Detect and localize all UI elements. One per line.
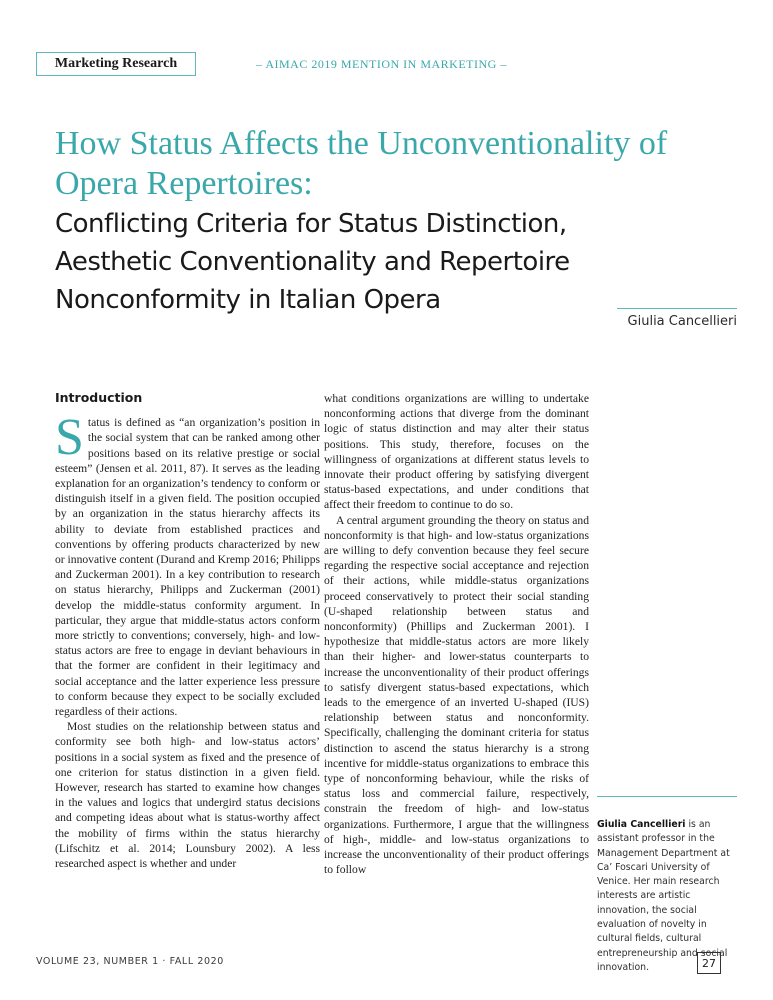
paragraph-text: tatus is defined as “an organization’s position in the social system that can be ranked among other positions based on its relative prestige or social esteem” (Jensen et al. 2011, 87). It serves as the leading explanation for an organization’s tendency to conform or distinguish itself in a given field. The position occupied by an organization in the status hierarchy affects its ability to deviate from established practices and conventions by offering products characterized by new or innovative content (Durand and Kremp 2016; Philipps and Zuckerman 2001). In a key contribution to research on status hierarchy, Philipps and Zuckerman (2001) develop the middle-status conformity argument. In particular, they argue that middle-status actors conform more strictly to conventions; conversely, high- and low-status actors are free to engage in deviant behaviours in that the former are confident in their legitimacy and social acceptance and the latter experience less pressure to conform because they expect to be socially excluded regardless of their actions. xyxy=(55,416,320,719)
section-label: Marketing Research xyxy=(36,52,196,76)
section-heading: Introduction xyxy=(55,390,143,405)
author-byline: Giulia Cancellieri xyxy=(627,314,737,329)
paragraph: what conditions organizations are willing to undertake nonconforming actions that diverge from the dominant logic of status distinction and may alter their status positions. This study, therefore, focuses on the willingness of organizations at different status levels to innovate their product offering by satisfying divergent status-based expectations, and under conditions that affect their freedom to continue to do so. xyxy=(324,392,589,512)
paragraph xyxy=(55,409,320,719)
article-subtitle: Conflicting Criteria for Status Distinction, Aesthetic Conventionality and Repertoire Nonconformity in Italian Opera xyxy=(55,209,570,315)
bio-divider xyxy=(597,796,737,797)
left-column xyxy=(55,390,320,871)
author-divider xyxy=(617,308,737,309)
paragraph: A central argument grounding the theory on status and nonconformity is that high- and low-status organizations are willing to defy convention because they feel secure regarding the respective social acceptance and rejection of their actions, while middle-status organizations proceed conservatively to protect their social standing (U-shaped relationship between status and nonconformity) (Phillips and Zuckerman 2001). I hypothesize that middle-status actors are more likely than their higher- and lower-status counterparts to increase the unconventionality of their product offerings to satisfy divergent status-based expectations, which leads to the emergence of an inverted U-shaped (IUS) relationship between status and nonconformity. Specifically, challenging the dominant criteria for status distinction to ascend the status hierarchy is a strong incentive for middle-status organizations to embrace this type of nonconforming behaviour, while the risks of status loss and commercial failure, respectively, constrain the freedom of high- and low-status organizations. Furthermore, I argue that the willingness of high-, middle- and low-status organizations to increase the unconventionality of their product offerings to follow xyxy=(324,513,589,877)
paragraph: Most studies on the relationship between status and conformity see both high- and low-status actors’ positions in a social system as fixed and the presence of one criterion for status distinction in a given field. However, research has started to examine how changes in the values and logics that undergird status decisions and competing ideas about what is status-worthy affect the mobility of firms within the status hierarchy (Lifschitz et al. 2014; Lounsbury 2002). A less researched aspect is whether and under xyxy=(55,720,320,871)
award-mention: – AIMAC 2019 MENTION IN MARKETING – xyxy=(256,57,507,71)
article-title: How Status Affects the Unconventionality of Opera Repertoires: xyxy=(55,125,668,202)
middle-column xyxy=(324,391,589,878)
drop-cap: S xyxy=(55,409,84,467)
page-number: 27 xyxy=(697,952,721,974)
issue-info: VOLUME 23, NUMBER 1 · FALL 2020 xyxy=(36,956,224,967)
bio-text: is an assistant professor in the Management Department at Ca’ Foscari University of Venice. Her main research interests are artistic innovation, the social evaluation of novelty in cultural fields, cultural entrepreneurship and social innovation. xyxy=(597,819,730,973)
bio-author-name: Giulia Cancellieri xyxy=(597,819,686,830)
